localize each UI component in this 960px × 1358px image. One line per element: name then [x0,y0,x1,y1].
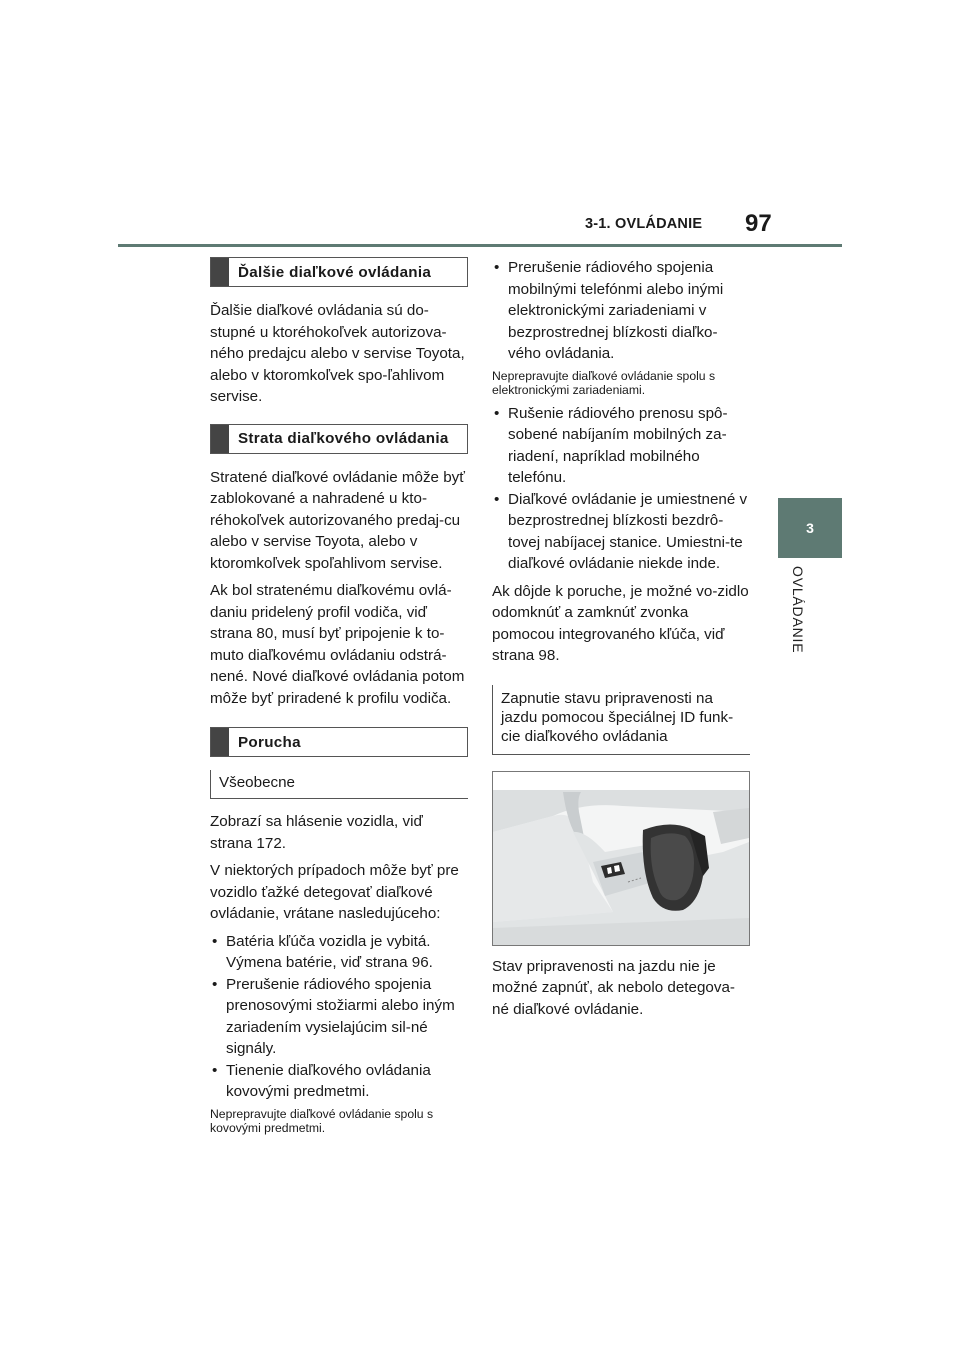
paragraph: Ďalšie diaľkové ovládania sú do-stupné u ktoréhokoľvek autorizova-ného predajcu alebo v servise Toyota, alebo v ktoromkoľvek spo-ľahlivom servise. [210,302,465,405]
note: Neprepravujte diaľkové ovládanie spolu s elektronickými zariadeniami. [492,368,716,397]
heading-text: Ďalšie diaľkové ovládania [238,263,432,281]
header-rule [118,244,842,247]
list-item: • Diaľkové ovládanie je umiestnené v bezprostrednej blízkosti bezdrô-tovej nabíjacej stanice. Umiestni-te diaľkové ovládanie niekde inde. [492,489,750,575]
bullet-list [492,257,750,365]
subheading-box [492,685,750,755]
paragraph: Zobrazí sa hlásenie vozidla, viď strana 172. [210,813,423,852]
illustration-remote-key [492,771,750,946]
chapter-number: 3 [806,520,814,536]
section-title: 3-1. OVLÁDANIE [585,216,703,232]
section-heading-more-remotes [210,257,468,287]
heading-text: Porucha [238,733,301,751]
chapter-label: OVLÁDANIE [790,566,806,654]
list-item: • Prerušenie rádiového spojenia mobilnými telefónmi alebo inými elektronickými zariadeniami v bezprostrednej blízkosti diaľko-vého ovládania. [492,257,750,365]
list-item: • Batéria kľúča vozidla je vybitá. Výmena batérie, viď strana 96. [210,931,468,974]
subheading-general: Všeobecne [210,770,468,799]
left-column [210,257,468,1141]
heading-text: Strata diaľkového ovládania [238,430,449,447]
paragraph: Stav pripravenosti na jazdu nie je možné zapnúť, ak nebolo detegova-né diaľkové ovládanie. [492,957,735,1018]
page-number: 97 [745,210,772,237]
subheading-text: Zapnutie stavu pripravenosti na jazdu pomocou špeciálnej ID funk-cie diaľkového ovládania [501,689,734,745]
bullet-list [210,931,468,1103]
paragraph: V niektorých prípadoch môže byť pre vozidlo ťažké detegovať diaľkové ovládanie, vrátane nasledujúceho: [210,862,459,922]
bullet-list [492,403,750,575]
list-item: • Rušenie rádiového prenosu spô-sobené nabíjaním mobilných za-riadení, napríklad mobilného telefónu. [492,403,750,489]
section-heading-fault [210,727,468,757]
chapter-tab [778,498,842,558]
illustration-svg [493,772,749,945]
paragraph: Stratené diaľkové ovládanie môže byť zablokované a nahradené u kto-réhokoľvek autorizovaného predaj-cu alebo v servise Toyota, alebo v ktoromkoľvek spoľahlivom servise. [210,468,465,572]
paragraph: Ak dôjde k poruche, je možné vo-zidlo odomknúť a zamknúť zvonka pomocou integrovaného kľúča, viď strana 98. [492,582,749,664]
list-item: • Prerušenie rádiového spojenia prenosovými stožiarmi alebo iným zariadením vysielajúcim sil-né signály. [210,974,468,1060]
list-item: • Tienenie diaľkového ovládania kovovými predmetmi. [210,1060,468,1103]
section-heading-loss [210,424,468,454]
paragraph: Ak bol stratenému diaľkovému ovlá-daniu pridelený profil vodiča, viď strana 80, musí byť pripojenie k to-muto diaľkovému ovládaniu odstrá-nené. Nové diaľkové ovládania potom môže byť priradené k profilu vodiča. [210,582,465,707]
right-column [492,257,750,1026]
note: Neprepravujte diaľkové ovládanie spolu s kovovými predmetmi. [210,1106,434,1135]
